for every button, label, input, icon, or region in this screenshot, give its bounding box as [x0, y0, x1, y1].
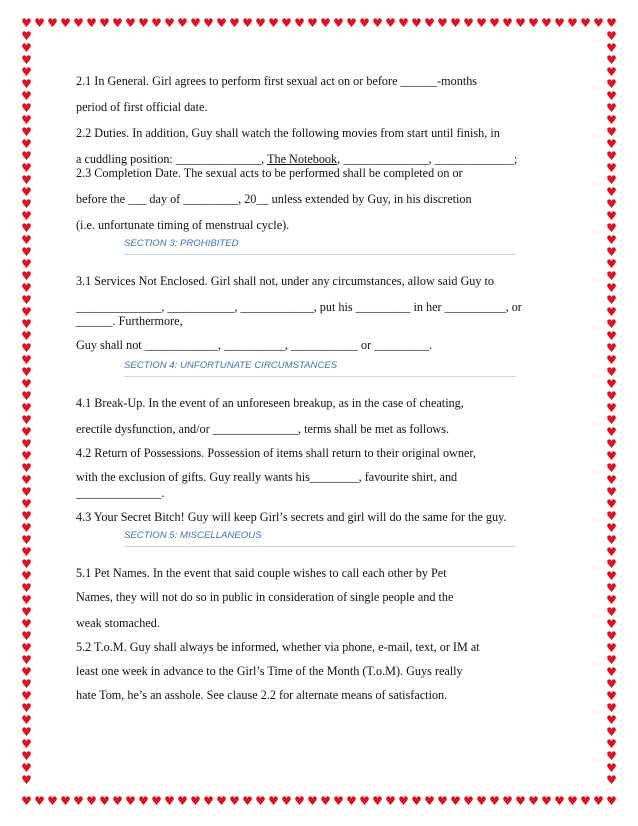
heart-icon: ♥ [398, 17, 409, 29]
heart-icon: ♥ [554, 17, 565, 29]
heart-icon: ♥ [359, 795, 370, 807]
heart-icon: ♥ [606, 389, 617, 403]
heart-icon: ♥ [21, 221, 32, 235]
heart-icon: ♥ [21, 209, 32, 223]
heart-icon: ♥ [606, 305, 617, 319]
heart-icon: ♥ [606, 281, 617, 295]
heart-icon: ♥ [151, 795, 162, 807]
heart-border-right [605, 30, 618, 795]
heart-icon: ♥ [606, 641, 617, 655]
heart-icon: ♥ [21, 233, 32, 247]
heart-icon: ♥ [606, 197, 617, 211]
heart-icon: ♥ [60, 795, 71, 807]
heart-icon: ♥ [593, 795, 604, 807]
heart-icon: ♥ [606, 353, 617, 367]
heart-icon: ♥ [463, 795, 474, 807]
heart-icon: ♥ [606, 425, 617, 439]
heart-icon: ♥ [528, 795, 539, 807]
section-5-heading: SECTION 5: MISCELLANEOUS [124, 528, 516, 547]
heart-icon: ♥ [21, 629, 32, 643]
heart-icon: ♥ [21, 665, 32, 679]
clause-2-1: 2.1 In General. Girl agrees to perform first sexual act on or before ______-months [76, 74, 478, 88]
clause-4-2-cont2: ______________. [76, 486, 165, 500]
heart-icon: ♥ [333, 17, 344, 29]
heart-icon: ♥ [21, 653, 32, 667]
clause-2-1-cont: period of first official date. [76, 100, 208, 114]
heart-icon: ♥ [606, 665, 617, 679]
heart-border-left [20, 30, 33, 795]
heart-icon: ♥ [606, 125, 617, 139]
heart-icon: ♥ [21, 30, 32, 43]
heart-icon: ♥ [606, 341, 617, 355]
heart-icon: ♥ [437, 795, 448, 807]
heart-icon: ♥ [606, 89, 617, 103]
heart-icon: ♥ [21, 533, 32, 547]
heart-icon: ♥ [606, 149, 617, 163]
heart-icon: ♥ [606, 677, 617, 691]
heart-icon: ♥ [554, 795, 565, 807]
heart-icon: ♥ [580, 795, 591, 807]
heart-icon: ♥ [606, 365, 617, 379]
heart-icon: ♥ [606, 521, 617, 535]
heart-icon: ♥ [21, 245, 32, 259]
clause-3-1: 3.1 Services Not Enclosed. Girl shall not, under any circumstances, allow said Guy to [76, 274, 495, 288]
heart-icon: ♥ [606, 773, 617, 787]
heart-icon: ♥ [60, 17, 71, 29]
heart-icon: ♥ [606, 137, 617, 151]
heart-icon: ♥ [606, 173, 617, 187]
heart-icon: ♥ [21, 701, 32, 715]
heart-icon: ♥ [398, 795, 409, 807]
heart-icon: ♥ [112, 17, 123, 29]
heart-icon: ♥ [190, 795, 201, 807]
heart-icon: ♥ [21, 737, 32, 751]
heart-icon: ♥ [385, 17, 396, 29]
heart-icon: ♥ [606, 209, 617, 223]
heart-icon: ♥ [307, 795, 318, 807]
heart-icon: ♥ [593, 17, 604, 29]
heart-icon: ♥ [21, 53, 32, 67]
heart-icon: ♥ [242, 17, 253, 29]
heart-icon: ♥ [21, 101, 32, 115]
heart-icon: ♥ [359, 17, 370, 29]
heart-icon: ♥ [515, 795, 526, 807]
heart-icon: ♥ [21, 461, 32, 475]
heart-icon: ♥ [21, 773, 32, 787]
heart-icon: ♥ [125, 17, 136, 29]
heart-icon: ♥ [21, 161, 32, 175]
heart-icon: ♥ [138, 795, 149, 807]
heart-icon: ♥ [606, 437, 617, 451]
heart-icon: ♥ [21, 185, 32, 199]
section-3-heading: SECTION 3: PROHIBITED [124, 236, 516, 255]
heart-icon: ♥ [47, 795, 58, 807]
heart-icon: ♥ [21, 593, 32, 607]
heart-icon: ♥ [21, 269, 32, 283]
heart-icon: ♥ [21, 293, 32, 307]
heart-icon: ♥ [99, 17, 110, 29]
heart-icon: ♥ [606, 473, 617, 487]
heart-icon: ♥ [21, 17, 32, 29]
heart-icon: ♥ [281, 795, 292, 807]
heart-icon: ♥ [606, 113, 617, 127]
clause-2-3-cont2: (i.e. unfortunate timing of menstrual cycle). [76, 218, 290, 232]
heart-icon: ♥ [190, 17, 201, 29]
heart-icon: ♥ [476, 795, 487, 807]
heart-icon: ♥ [21, 725, 32, 739]
heart-icon: ♥ [21, 113, 32, 127]
heart-icon: ♥ [177, 17, 188, 29]
heart-icon: ♥ [21, 413, 32, 427]
movie-title: The Notebook [267, 152, 338, 166]
heart-icon: ♥ [606, 737, 617, 751]
heart-icon: ♥ [606, 17, 617, 29]
heart-icon: ♥ [606, 30, 617, 43]
heart-icon: ♥ [606, 185, 617, 199]
heart-icon: ♥ [229, 795, 240, 807]
heart-icon: ♥ [21, 617, 32, 631]
heart-icon: ♥ [21, 485, 32, 499]
heart-icon: ♥ [606, 449, 617, 463]
heart-icon: ♥ [47, 17, 58, 29]
heart-icon: ♥ [255, 17, 266, 29]
heart-icon: ♥ [216, 17, 227, 29]
heart-icon: ♥ [463, 17, 474, 29]
heart-icon: ♥ [21, 137, 32, 151]
heart-icon: ♥ [606, 401, 617, 415]
heart-icon: ♥ [21, 173, 32, 187]
heart-icon: ♥ [203, 17, 214, 29]
heart-icon: ♥ [21, 149, 32, 163]
clause-3-1-cont2: ______. Furthermore, [76, 314, 183, 328]
heart-icon: ♥ [21, 197, 32, 211]
heart-icon: ♥ [372, 795, 383, 807]
heart-icon: ♥ [476, 17, 487, 29]
heart-icon: ♥ [450, 17, 461, 29]
heart-icon: ♥ [21, 41, 32, 55]
heart-icon: ♥ [567, 795, 578, 807]
clause-4-3: 4.3 Your Secret Bitch! Guy will keep Girl’s secrets and girl will do the same for the guy. [76, 510, 507, 524]
heart-icon: ♥ [606, 509, 617, 523]
heart-icon: ♥ [606, 101, 617, 115]
heart-icon: ♥ [606, 329, 617, 343]
heart-icon: ♥ [606, 749, 617, 763]
heart-icon: ♥ [34, 17, 45, 29]
heart-icon: ♥ [21, 509, 32, 523]
heart-icon: ♥ [606, 581, 617, 595]
heart-icon: ♥ [242, 795, 253, 807]
heart-icon: ♥ [567, 17, 578, 29]
heart-icon: ♥ [21, 473, 32, 487]
heart-icon: ♥ [606, 377, 617, 391]
clause-4-2: 4.2 Return of Possessions. Possession of items shall return to their original owner, [76, 446, 476, 460]
clause-5-2-cont2: hate Tom, he’s an asshole. See clause 2.2 for alternate means of satisfaction. [76, 688, 448, 702]
heart-icon: ♥ [21, 125, 32, 139]
heart-icon: ♥ [21, 77, 32, 91]
heart-icon: ♥ [541, 17, 552, 29]
heart-icon: ♥ [541, 795, 552, 807]
heart-icon: ♥ [21, 281, 32, 295]
heart-icon: ♥ [34, 795, 45, 807]
heart-icon: ♥ [21, 713, 32, 727]
heart-icon: ♥ [177, 795, 188, 807]
clause-2-3-cont: before the ___ day of _________, 20__ unless extended by Guy, in his discretion [76, 192, 472, 206]
heart-icon: ♥ [606, 605, 617, 619]
heart-icon: ♥ [606, 77, 617, 91]
heart-icon: ♥ [21, 497, 32, 511]
heart-icon: ♥ [99, 795, 110, 807]
heart-icon: ♥ [86, 795, 97, 807]
heart-icon: ♥ [21, 749, 32, 763]
heart-icon: ♥ [21, 521, 32, 535]
heart-icon: ♥ [21, 425, 32, 439]
heart-icon: ♥ [450, 795, 461, 807]
heart-icon: ♥ [606, 413, 617, 427]
heart-icon: ♥ [320, 17, 331, 29]
heart-icon: ♥ [606, 713, 617, 727]
heart-icon: ♥ [112, 795, 123, 807]
heart-icon: ♥ [229, 17, 240, 29]
heart-icon: ♥ [21, 89, 32, 103]
heart-icon: ♥ [21, 761, 32, 775]
heart-icon: ♥ [489, 795, 500, 807]
clause-4-1: 4.1 Break-Up. In the event of an unforeseen breakup, as in the case of cheating, [76, 396, 464, 410]
heart-icon: ♥ [294, 17, 305, 29]
heart-icon: ♥ [606, 569, 617, 583]
clause-5-2: 5.2 T.o.M. Guy shall always be informed, whether via phone, e-mail, text, or IM at [76, 640, 480, 654]
heart-icon: ♥ [606, 269, 617, 283]
heart-icon: ♥ [268, 17, 279, 29]
heart-icon: ♥ [606, 557, 617, 571]
heart-icon: ♥ [606, 593, 617, 607]
heart-icon: ♥ [372, 17, 383, 29]
heart-icon: ♥ [21, 581, 32, 595]
heart-icon: ♥ [606, 293, 617, 307]
heart-border-top [20, 17, 620, 29]
heart-icon: ♥ [606, 317, 617, 331]
heart-icon: ♥ [489, 17, 500, 29]
heart-icon: ♥ [73, 17, 84, 29]
heart-icon: ♥ [346, 795, 357, 807]
clause-2-3: 2.3 Completion Date. The sexual acts to be performed shall be completed on or [76, 166, 463, 180]
heart-icon: ♥ [606, 65, 617, 79]
heart-icon: ♥ [164, 795, 175, 807]
heart-icon: ♥ [606, 545, 617, 559]
clause-5-1-cont: Names, they will not do so in public in consideration of single people and the [76, 590, 454, 604]
heart-icon: ♥ [502, 795, 513, 807]
heart-icon: ♥ [424, 17, 435, 29]
heart-icon: ♥ [21, 677, 32, 691]
heart-icon: ♥ [385, 795, 396, 807]
heart-icon: ♥ [333, 795, 344, 807]
heart-icon: ♥ [411, 795, 422, 807]
heart-icon: ♥ [606, 233, 617, 247]
heart-icon: ♥ [21, 689, 32, 703]
heart-icon: ♥ [528, 17, 539, 29]
heart-icon: ♥ [86, 17, 97, 29]
heart-icon: ♥ [21, 377, 32, 391]
clause-5-1: 5.1 Pet Names. In the event that said couple wishes to call each other by Pet [76, 566, 447, 580]
heart-icon: ♥ [21, 65, 32, 79]
heart-icon: ♥ [606, 485, 617, 499]
heart-icon: ♥ [21, 401, 32, 415]
heart-icon: ♥ [606, 257, 617, 271]
heart-icon: ♥ [21, 353, 32, 367]
heart-border-bottom [20, 795, 620, 807]
heart-icon: ♥ [21, 545, 32, 559]
heart-icon: ♥ [21, 305, 32, 319]
clause-2-2: 2.2 Duties. In addition, Guy shall watch the following movies from start until finish, in [76, 126, 500, 140]
heart-icon: ♥ [606, 725, 617, 739]
heart-icon: ♥ [73, 795, 84, 807]
clause-2-2-cont: a cuddling position: ______________, The Notebook, ______________, _____________; [76, 152, 518, 166]
heart-icon: ♥ [125, 795, 136, 807]
heart-icon: ♥ [203, 795, 214, 807]
heart-icon: ♥ [21, 365, 32, 379]
heart-icon: ♥ [580, 17, 591, 29]
clause-3-1-cont3: Guy shall not ____________, __________, ___________ or _________. [76, 338, 433, 352]
heart-icon: ♥ [346, 17, 357, 29]
heart-icon: ♥ [216, 795, 227, 807]
heart-icon: ♥ [164, 17, 175, 29]
heart-icon: ♥ [606, 161, 617, 175]
heart-icon: ♥ [21, 557, 32, 571]
heart-icon: ♥ [21, 437, 32, 451]
clause-4-2-cont: with the exclusion of gifts. Guy really wants his________, favourite shirt, and [76, 470, 458, 484]
heart-icon: ♥ [606, 617, 617, 631]
heart-icon: ♥ [21, 329, 32, 343]
clause-4-1-cont: erectile dysfunction, and/or ______________, terms shall be met as follows. [76, 422, 449, 436]
heart-icon: ♥ [606, 41, 617, 55]
heart-icon: ♥ [268, 795, 279, 807]
heart-icon: ♥ [255, 795, 266, 807]
heart-icon: ♥ [294, 795, 305, 807]
heart-icon: ♥ [515, 17, 526, 29]
heart-icon: ♥ [437, 17, 448, 29]
heart-icon: ♥ [606, 53, 617, 67]
heart-icon: ♥ [281, 17, 292, 29]
heart-icon: ♥ [606, 795, 617, 807]
heart-icon: ♥ [606, 245, 617, 259]
heart-icon: ♥ [411, 17, 422, 29]
heart-icon: ♥ [606, 221, 617, 235]
heart-icon: ♥ [21, 569, 32, 583]
clause-5-2-cont: least one week in advance to the Girl’s Time of the Month (T.o.M). Guys really [76, 664, 463, 678]
heart-icon: ♥ [21, 605, 32, 619]
heart-icon: ♥ [21, 317, 32, 331]
heart-icon: ♥ [21, 449, 32, 463]
heart-icon: ♥ [138, 17, 149, 29]
heart-icon: ♥ [606, 497, 617, 511]
heart-icon: ♥ [606, 533, 617, 547]
heart-icon: ♥ [606, 653, 617, 667]
heart-icon: ♥ [21, 341, 32, 355]
heart-icon: ♥ [502, 17, 513, 29]
heart-icon: ♥ [21, 257, 32, 271]
heart-icon: ♥ [151, 17, 162, 29]
heart-icon: ♥ [21, 389, 32, 403]
heart-icon: ♥ [307, 17, 318, 29]
heart-icon: ♥ [21, 795, 32, 807]
heart-icon: ♥ [606, 461, 617, 475]
clause-3-1-cont: ______________, ___________, ____________, put his _________ in her __________, or [76, 300, 522, 314]
heart-icon: ♥ [606, 629, 617, 643]
heart-icon: ♥ [320, 795, 331, 807]
heart-icon: ♥ [424, 795, 435, 807]
section-4-heading: SECTION 4: UNFORTUNATE CIRCUMSTANCES [124, 358, 516, 377]
clause-5-1-cont2: weak stomached. [76, 616, 160, 630]
heart-icon: ♥ [606, 701, 617, 715]
heart-icon: ♥ [606, 689, 617, 703]
heart-icon: ♥ [21, 641, 32, 655]
heart-icon: ♥ [606, 761, 617, 775]
